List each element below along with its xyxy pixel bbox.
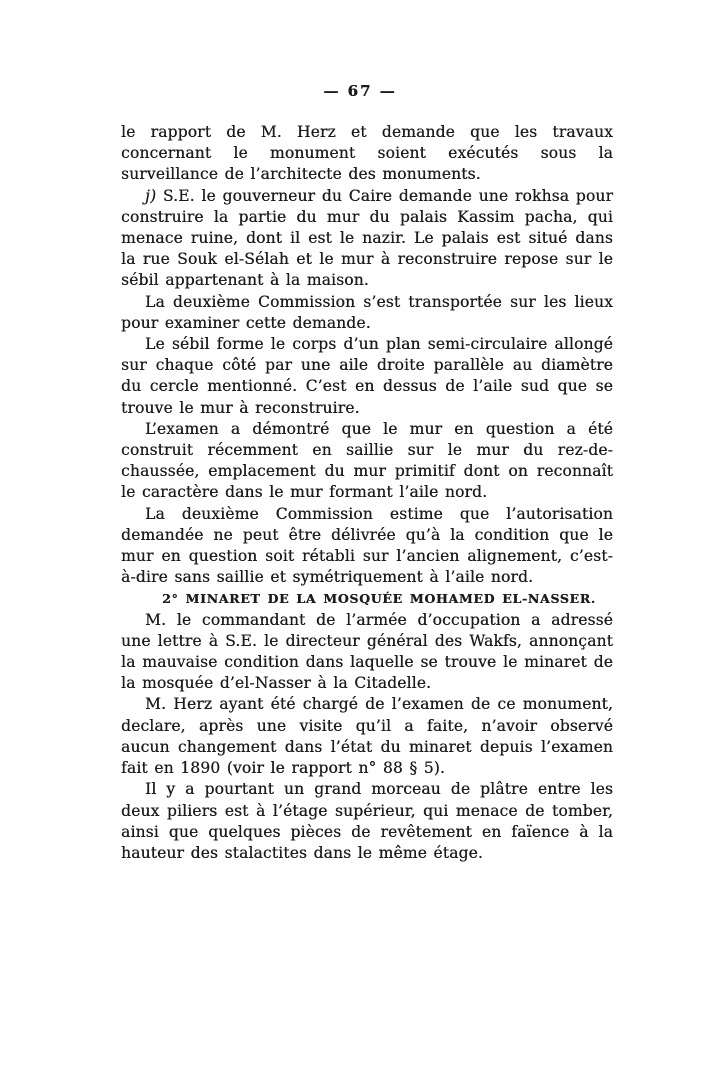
paragraph-text: S.E. le gouverneur du Caire demande une rokhsa pour construire la partie du mur du palais Kassim pacha, qui menace ruine, dont il est le nazir. Le palais est situé dans la rue Souk el-Sélah et le mur à reconstruire repose sur le sébil appartenant à la maison.: [121, 186, 613, 290]
page-body: [121, 122, 613, 864]
paragraph-lead-italic: j): [145, 186, 157, 205]
paragraph: Le sébil forme le corps d’un plan semi-circulaire allongé sur chaque côté par une aile droite parallèle au diamètre du cercle mentionné. C’est en dessus de l’aile sud que se trouve le mur à reconstruire.: [121, 335, 613, 417]
paragraph: L’examen a démontré que le mur en question a été construit récemment en saillie sur le mur du rez-de-chaussée, emplacement du mur primitif dont on reconnaît le caractère dans le mur formant l’aile nord.: [121, 419, 613, 502]
paragraph: [121, 186, 613, 292]
paragraph: La deuxième Commission s’est transportée sur les lieux pour examiner cette demande.: [121, 292, 613, 332]
paragraph: le rapport de M. Herz et demande que les travaux concernant le monument soient exécutés sous la surveillance de l’architecte des monuments.: [121, 123, 613, 184]
paragraph: La deuxième Commission estime que l’autorisation demandée ne peut être délivrée qu’à la condition que le mur en question soit rétabli sur l’ancien alignement, c’est-à-dire sans saillie et symétriquement à l’aile nord.: [121, 504, 613, 587]
paragraph: Il y a pourtant un grand morceau de plâtre entre les deux piliers est à l’étage supérieur, qui menace de tomber, ainsi que quelques pièces de revêtement en faïence à la hauteur des stalactites dans le même étage.: [121, 780, 613, 862]
paragraph: M. le commandant de l’armée d’occupation a adressé une lettre à S.E. le directeur général des Wakfs, annonçant la mauvaise condition dans laquelle se trouve le minaret de la mosquée d’el-Nasser à la Citadelle.: [121, 610, 613, 693]
section-heading: 2° MINARET DE LA MOSQUÉE MOHAMED EL-NASSER.: [162, 591, 596, 607]
page-number: — 67 —: [323, 82, 397, 100]
paragraph: M. Herz ayant été chargé de l’examen de ce monument, declare, après une visite qu’il a faite, n’avoir observé aucun changement dans l’état du minaret depuis l’examen fait en 1890 (voir le rapport n° 88 § 5).: [121, 695, 613, 778]
